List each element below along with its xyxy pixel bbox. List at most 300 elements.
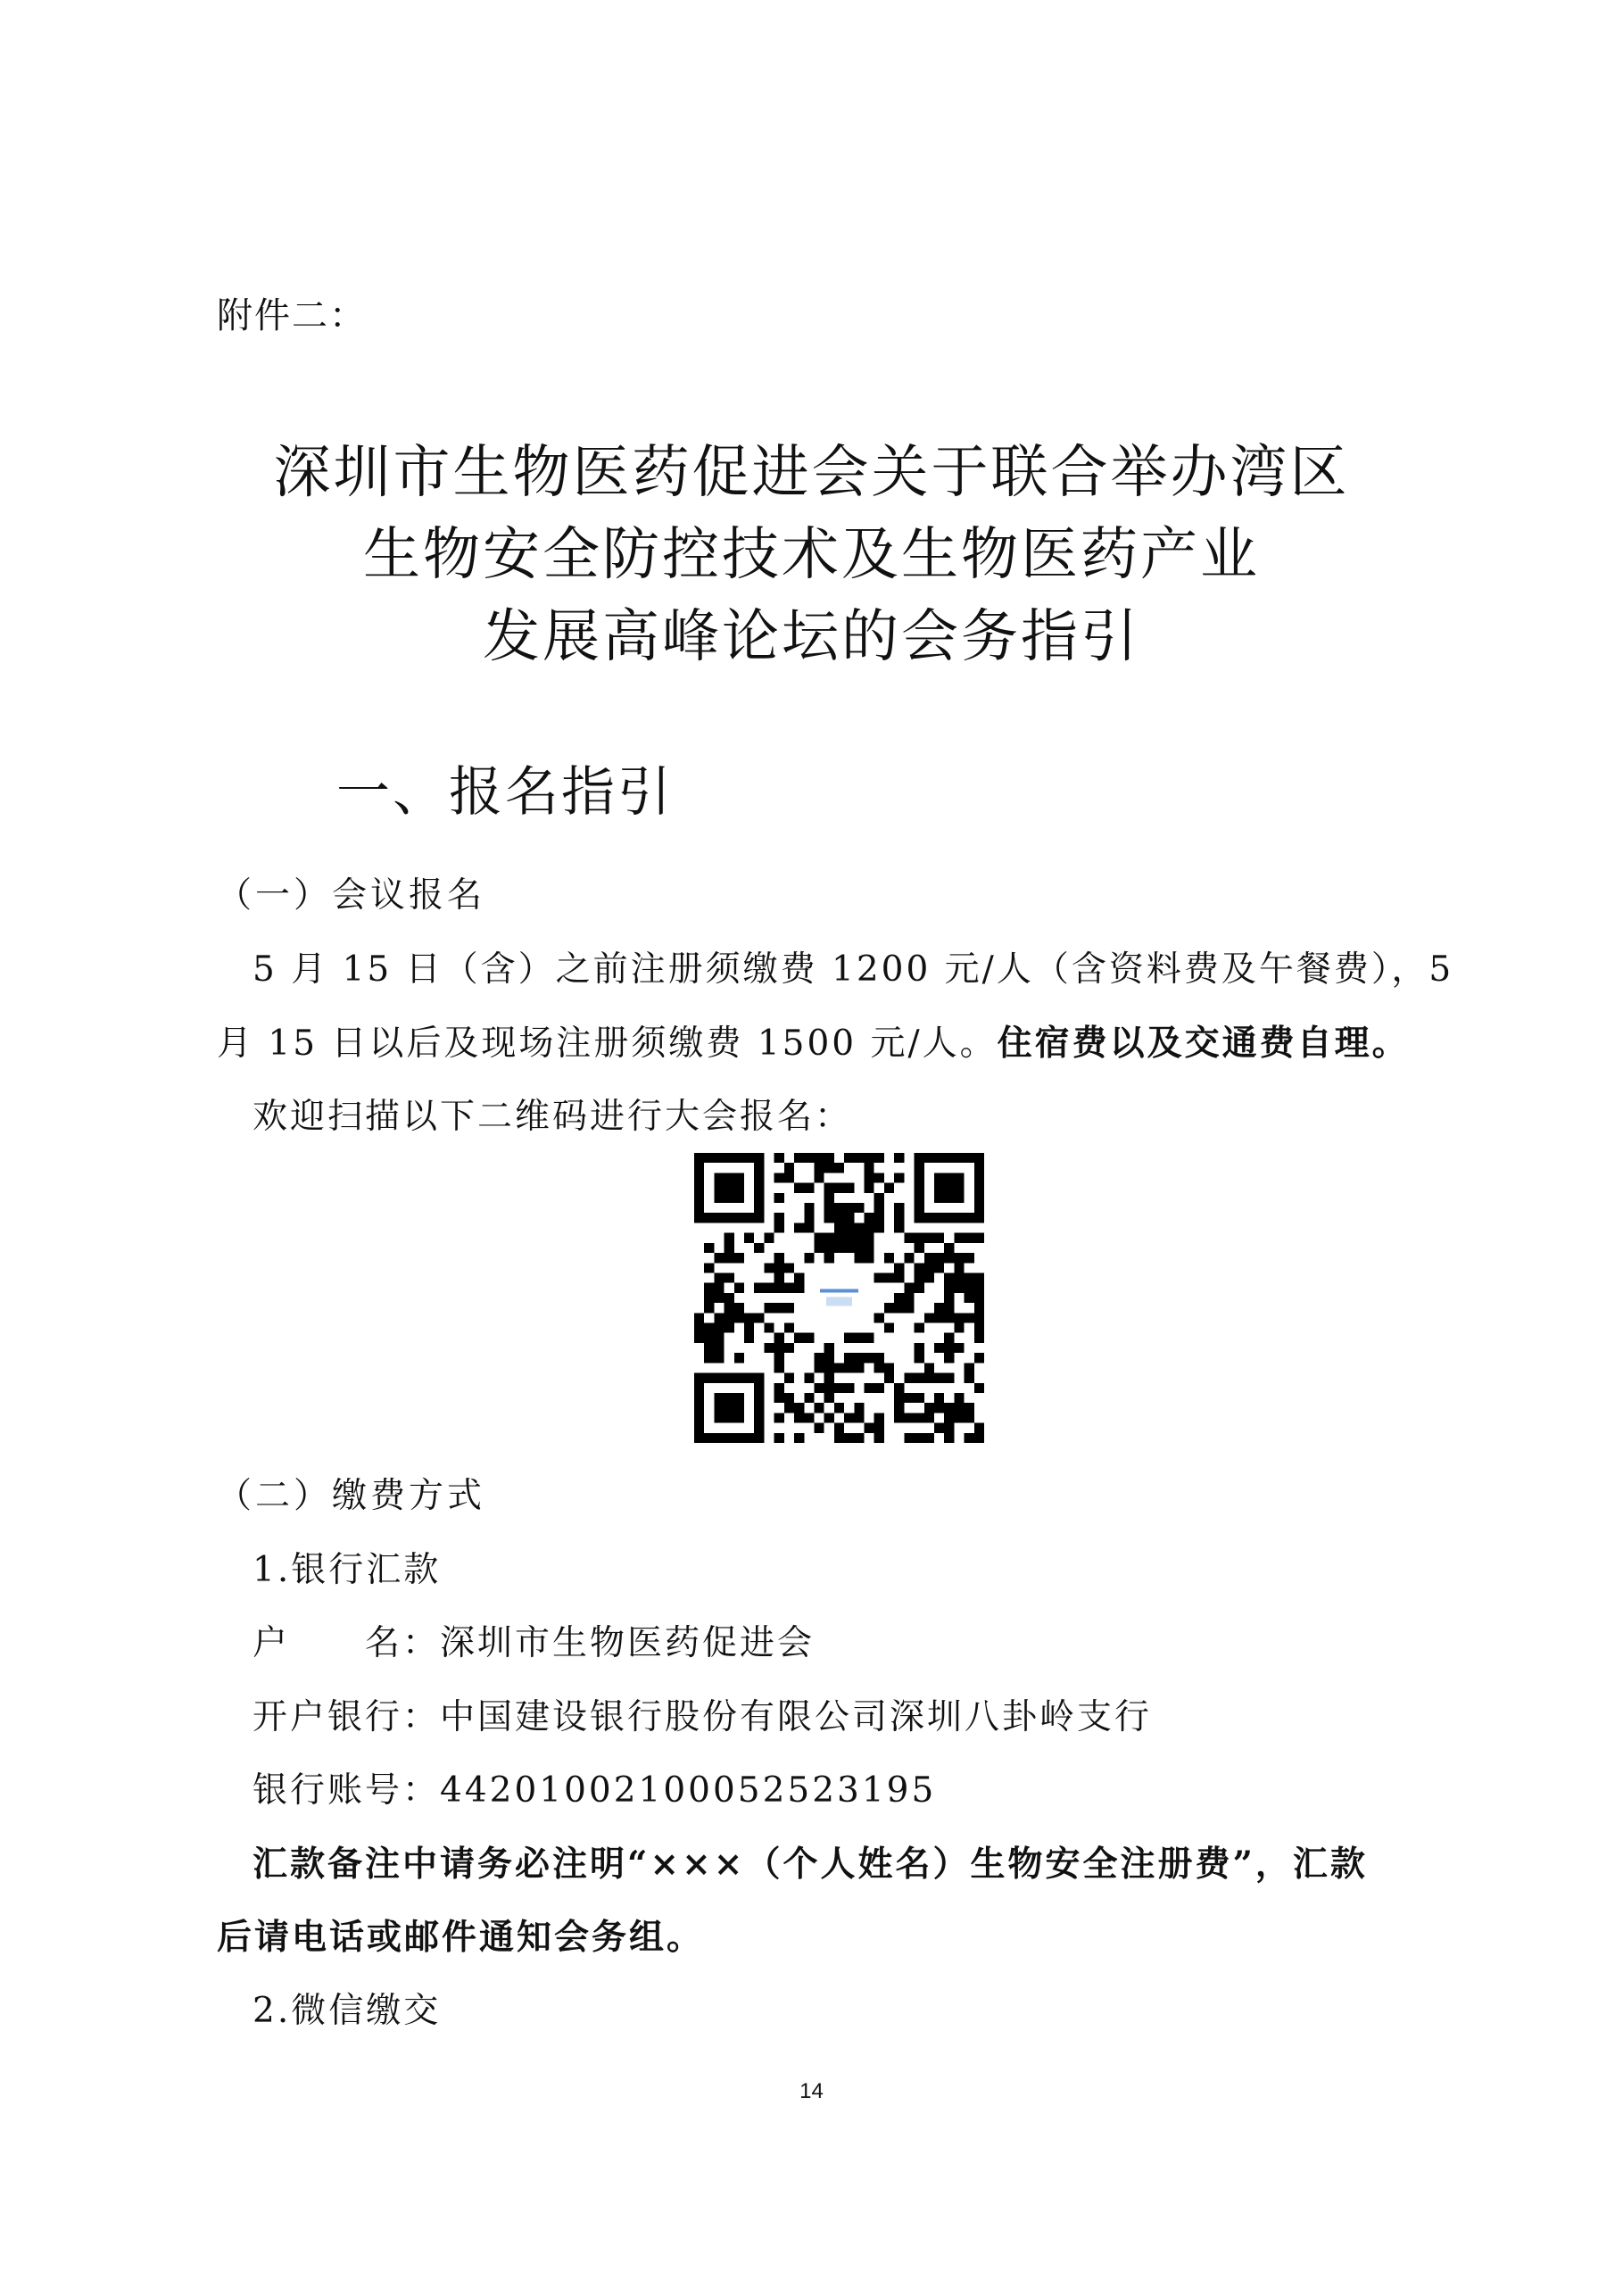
qr-module — [884, 1183, 894, 1193]
qr-module — [834, 1363, 844, 1372]
qr-module — [954, 1343, 964, 1353]
qr-module — [834, 1383, 844, 1393]
account-number-label: 银行账号： — [253, 1770, 441, 1811]
qr-module — [884, 1323, 894, 1333]
qr-module — [794, 1223, 804, 1232]
qr-module — [894, 1383, 904, 1393]
qr-module — [824, 1393, 834, 1403]
qr-module — [714, 1293, 724, 1303]
qr-module — [714, 1333, 724, 1343]
qr-module — [874, 1413, 884, 1422]
qr-module — [934, 1423, 944, 1433]
qr-center-logo-text — [826, 1297, 852, 1305]
qr-module — [915, 1323, 924, 1333]
qr-module — [784, 1373, 794, 1383]
qr-module — [814, 1243, 824, 1253]
payment-method-bank-transfer: 1.银行汇款 — [253, 1550, 442, 1590]
qr-module — [734, 1353, 744, 1363]
qr-module — [774, 1223, 784, 1232]
qr-module — [894, 1403, 904, 1413]
remittance-note-line-2: 后请电话或邮件通知会务组。 — [217, 1917, 705, 1958]
qr-module — [854, 1353, 864, 1363]
qr-module — [844, 1223, 854, 1232]
qr-module — [915, 1433, 924, 1443]
qr-module — [944, 1283, 954, 1293]
qr-module — [944, 1353, 954, 1363]
qr-module — [774, 1363, 784, 1372]
fee-paragraph-line-2 — [217, 1015, 1410, 1065]
qr-prompt: 欢迎扫描以下二维码进行大会报名： — [253, 1097, 853, 1137]
qr-module — [874, 1313, 884, 1322]
qr-module — [865, 1353, 874, 1363]
account-name-row — [253, 1615, 815, 1665]
payment-method-wechat: 2.微信缴交 — [253, 1991, 442, 2031]
qr-module — [804, 1183, 814, 1193]
qr-module — [714, 1343, 724, 1353]
qr-module — [865, 1333, 874, 1343]
qr-module — [734, 1283, 744, 1293]
qr-module — [974, 1303, 984, 1313]
qr-module — [824, 1193, 834, 1203]
qr-module — [704, 1293, 714, 1303]
qr-module — [844, 1203, 854, 1213]
qr-module — [965, 1433, 974, 1443]
qr-module — [865, 1423, 874, 1433]
qr-module — [944, 1293, 954, 1303]
qr-module — [884, 1272, 894, 1282]
qr-module — [814, 1403, 824, 1413]
qr-module — [824, 1213, 834, 1223]
qr-module — [915, 1353, 924, 1363]
qr-module — [854, 1243, 864, 1253]
qr-module — [754, 1313, 764, 1322]
qr-module — [694, 1313, 704, 1322]
qr-module — [834, 1233, 844, 1243]
qr-module — [804, 1393, 814, 1403]
qr-module — [974, 1272, 984, 1282]
qr-module — [744, 1323, 754, 1333]
qr-module — [774, 1383, 784, 1393]
qr-module — [874, 1433, 884, 1443]
qr-module — [814, 1173, 824, 1182]
qr-module — [844, 1153, 854, 1163]
qr-module — [784, 1303, 794, 1313]
qr-module — [854, 1223, 864, 1232]
qr-module — [934, 1343, 944, 1353]
qr-module — [915, 1413, 924, 1422]
qr-module — [804, 1333, 814, 1343]
qr-module — [965, 1363, 974, 1372]
qr-module — [924, 1413, 934, 1422]
qr-module — [834, 1163, 844, 1173]
qr-module — [784, 1173, 794, 1182]
qr-module — [974, 1423, 984, 1433]
qr-module — [814, 1363, 824, 1372]
document-title-line-1: 深圳市生物医药促进会关于联合举办湾区 — [273, 440, 1350, 506]
qr-module — [774, 1353, 784, 1363]
qr-module — [824, 1243, 834, 1253]
qr-module — [744, 1233, 754, 1243]
qr-module — [874, 1272, 884, 1282]
qr-module — [924, 1363, 934, 1372]
qr-module — [774, 1433, 784, 1443]
account-number-value: 44201002100052523195 — [440, 1770, 937, 1811]
qr-module — [904, 1373, 914, 1383]
qr-module — [915, 1272, 924, 1282]
qr-module — [874, 1383, 884, 1393]
qr-module — [865, 1183, 874, 1193]
qr-module — [934, 1303, 944, 1313]
qr-module — [874, 1363, 884, 1372]
qr-module — [844, 1333, 854, 1343]
qr-module — [814, 1153, 824, 1163]
qr-module — [894, 1203, 904, 1213]
qr-module — [784, 1403, 794, 1413]
qr-module — [874, 1353, 884, 1363]
qr-module — [814, 1423, 824, 1433]
qr-module — [704, 1303, 714, 1313]
qr-module — [865, 1253, 874, 1263]
qr-module — [954, 1283, 964, 1293]
qr-module — [804, 1223, 814, 1232]
qr-module — [965, 1293, 974, 1303]
qr-module — [794, 1403, 804, 1413]
qr-module — [924, 1313, 934, 1322]
qr-module — [834, 1243, 844, 1253]
qr-module — [884, 1373, 894, 1383]
qr-module — [954, 1323, 964, 1333]
qr-module — [915, 1243, 924, 1253]
qr-module — [794, 1272, 804, 1282]
qr-module — [714, 1323, 724, 1333]
qr-module — [844, 1213, 854, 1223]
qr-module — [944, 1373, 954, 1383]
document-title-line-2: 生物安全防控技术及生物医药产业 — [363, 522, 1260, 588]
qr-module — [744, 1313, 754, 1322]
qr-module — [744, 1333, 754, 1343]
qr-module — [944, 1303, 954, 1313]
qr-module — [894, 1263, 904, 1272]
qr-module — [944, 1272, 954, 1282]
qr-module — [794, 1183, 804, 1193]
qr-module — [904, 1413, 914, 1422]
qr-module — [794, 1333, 804, 1343]
qr-module — [954, 1313, 964, 1322]
qr-module — [824, 1153, 834, 1163]
qr-module — [725, 1313, 734, 1322]
qr-module — [704, 1323, 714, 1333]
qr-module — [814, 1163, 824, 1173]
qr-module — [924, 1272, 934, 1282]
qr-module — [824, 1343, 834, 1353]
qr-module — [804, 1213, 814, 1223]
qr-module — [874, 1223, 884, 1232]
qr-module — [974, 1313, 984, 1322]
qr-module — [725, 1233, 734, 1243]
qr-module — [965, 1373, 974, 1383]
qr-module — [834, 1213, 844, 1223]
bank-row — [253, 1689, 1152, 1739]
qr-module — [965, 1403, 974, 1413]
qr-module — [704, 1263, 714, 1272]
qr-module — [834, 1423, 844, 1433]
qr-module — [974, 1283, 984, 1293]
qr-module — [934, 1313, 944, 1322]
qr-module — [844, 1183, 854, 1193]
qr-module — [965, 1283, 974, 1293]
qr-module — [804, 1153, 814, 1163]
qr-module — [865, 1163, 874, 1173]
qr-module — [894, 1393, 904, 1403]
qr-module — [865, 1223, 874, 1232]
qr-module — [824, 1183, 834, 1193]
qr-module — [854, 1253, 864, 1263]
qr-module — [865, 1153, 874, 1163]
qr-module — [725, 1272, 734, 1282]
qr-module — [824, 1373, 834, 1383]
qr-module — [894, 1213, 904, 1223]
qr-module — [924, 1253, 934, 1263]
qr-module — [865, 1243, 874, 1253]
qr-module — [874, 1173, 884, 1182]
qr-module — [915, 1393, 924, 1403]
qr-module — [884, 1303, 894, 1313]
qr-module — [954, 1253, 964, 1263]
qr-module — [774, 1213, 784, 1223]
qr-module — [874, 1423, 884, 1433]
qr-module — [915, 1373, 924, 1383]
qr-module — [734, 1313, 744, 1322]
qr-module — [865, 1213, 874, 1223]
qr-module — [774, 1283, 784, 1293]
qr-module — [764, 1263, 774, 1272]
qr-module — [884, 1363, 894, 1372]
qr-module — [894, 1413, 904, 1422]
qr-module — [965, 1272, 974, 1282]
subsection-heading-meeting-registration: （一）会议报名 — [217, 875, 486, 916]
qr-module — [704, 1343, 714, 1353]
qr-module — [794, 1283, 804, 1293]
qr-finder-inner — [714, 1393, 744, 1423]
qr-module — [794, 1433, 804, 1443]
qr-module — [944, 1253, 954, 1263]
qr-module — [774, 1263, 784, 1272]
qr-module — [915, 1343, 924, 1353]
qr-module — [874, 1193, 884, 1203]
qr-module — [865, 1233, 874, 1243]
qr-module — [834, 1183, 844, 1193]
qr-module — [894, 1153, 904, 1163]
qr-module — [754, 1243, 764, 1253]
qr-module — [784, 1283, 794, 1293]
qr-module — [784, 1163, 794, 1173]
qr-module — [944, 1333, 954, 1343]
qr-module — [804, 1203, 814, 1213]
qr-module — [804, 1253, 814, 1263]
qr-module — [915, 1263, 924, 1272]
qr-module — [734, 1253, 744, 1263]
qr-module — [915, 1233, 924, 1243]
qr-module — [934, 1373, 944, 1383]
qr-module — [704, 1283, 714, 1293]
qr-module — [824, 1163, 834, 1173]
qr-module — [894, 1223, 904, 1232]
qr-module — [725, 1323, 734, 1333]
qr-module — [774, 1393, 784, 1403]
qr-module — [965, 1233, 974, 1243]
qr-module — [874, 1213, 884, 1223]
qr-module — [954, 1272, 964, 1282]
qr-module — [944, 1413, 954, 1422]
qr-module — [904, 1233, 914, 1243]
qr-module — [954, 1263, 964, 1272]
qr-module — [794, 1153, 804, 1163]
qr-module — [774, 1343, 784, 1353]
qr-module — [794, 1413, 804, 1422]
registration-qr-code[interactable] — [694, 1153, 984, 1443]
qr-module — [974, 1383, 984, 1393]
qr-module — [704, 1353, 714, 1363]
qr-module — [844, 1243, 854, 1253]
qr-module — [774, 1272, 784, 1282]
qr-module — [764, 1283, 774, 1293]
qr-module — [784, 1393, 794, 1403]
qr-module — [824, 1363, 834, 1372]
qr-module — [854, 1403, 864, 1413]
qr-module — [854, 1363, 864, 1372]
qr-module — [934, 1253, 944, 1263]
qr-module — [854, 1413, 864, 1422]
bank-value: 中国建设银行股份有限公司深圳八卦岭支行 — [440, 1697, 1153, 1737]
qr-module — [954, 1233, 964, 1243]
account-name-label: 户 名： — [253, 1623, 441, 1663]
qr-module — [884, 1253, 894, 1263]
qr-module — [974, 1433, 984, 1443]
qr-module — [814, 1233, 824, 1243]
qr-module — [854, 1203, 864, 1213]
account-name-value: 深圳市生物医药促进会 — [440, 1623, 816, 1663]
qr-module — [944, 1243, 954, 1253]
qr-module — [904, 1293, 914, 1303]
qr-module — [954, 1403, 964, 1413]
qr-module — [874, 1203, 884, 1213]
qr-module — [904, 1433, 914, 1443]
qr-module — [834, 1403, 844, 1413]
qr-module — [944, 1313, 954, 1322]
qr-module — [725, 1293, 734, 1303]
qr-module — [934, 1263, 944, 1272]
qr-module — [904, 1283, 914, 1293]
fee-paragraph-normal: 月 15 日以后及现场注册须缴费 1500 元/人。 — [217, 1024, 998, 1064]
qr-module — [874, 1153, 884, 1163]
qr-module — [824, 1413, 834, 1422]
qr-module — [764, 1323, 774, 1333]
qr-module — [824, 1233, 834, 1243]
qr-finder-inner — [714, 1173, 744, 1203]
qr-module — [834, 1203, 844, 1213]
qr-module — [894, 1173, 904, 1182]
subsection-heading-payment-method: （二）缴费方式 — [217, 1476, 486, 1516]
qr-module — [764, 1343, 774, 1353]
fee-paragraph-line-1: 5 月 15 日（含）之前注册须缴费 1200 元/人（含资料费及午餐费），5 — [253, 949, 1454, 990]
qr-module — [974, 1323, 984, 1333]
qr-module — [844, 1383, 854, 1393]
qr-module — [714, 1272, 724, 1282]
qr-module — [784, 1263, 794, 1272]
qr-module — [844, 1233, 854, 1243]
qr-module — [924, 1403, 934, 1413]
qr-module — [694, 1333, 704, 1343]
qr-module — [915, 1283, 924, 1293]
qr-module — [854, 1233, 864, 1243]
qr-module — [784, 1343, 794, 1353]
qr-module — [824, 1353, 834, 1363]
qr-module — [774, 1333, 784, 1343]
qr-module — [844, 1413, 854, 1422]
qr-module — [904, 1393, 914, 1403]
qr-module — [974, 1353, 984, 1363]
qr-module — [774, 1413, 784, 1422]
qr-module — [774, 1153, 784, 1163]
qr-module — [714, 1313, 724, 1322]
qr-module — [924, 1233, 934, 1243]
qr-module — [704, 1333, 714, 1343]
qr-module — [764, 1233, 774, 1243]
qr-module — [954, 1393, 964, 1403]
qr-module — [934, 1393, 944, 1403]
qr-module — [774, 1303, 784, 1313]
qr-module — [814, 1383, 824, 1393]
qr-module — [934, 1233, 944, 1243]
qr-module — [824, 1383, 834, 1393]
qr-module — [824, 1253, 834, 1263]
qr-module — [904, 1303, 914, 1313]
qr-module — [965, 1313, 974, 1322]
qr-module — [844, 1353, 854, 1363]
bank-label: 开户银行： — [253, 1697, 441, 1737]
qr-module — [714, 1283, 724, 1293]
qr-module — [944, 1423, 954, 1433]
section-heading-registration: 一、报名指引 — [336, 761, 674, 824]
qr-module — [865, 1383, 874, 1393]
qr-module — [944, 1403, 954, 1413]
qr-module — [844, 1363, 854, 1372]
qr-module — [824, 1203, 834, 1213]
qr-module — [974, 1333, 984, 1343]
qr-module — [924, 1263, 934, 1272]
qr-module — [944, 1343, 954, 1353]
qr-module — [804, 1373, 814, 1383]
qr-finder-inner — [934, 1173, 965, 1203]
qr-module — [774, 1173, 784, 1182]
qr-module — [894, 1293, 904, 1303]
qr-module — [934, 1403, 944, 1413]
qr-module — [774, 1253, 784, 1263]
qr-module — [974, 1233, 984, 1243]
qr-module — [804, 1413, 814, 1422]
qr-module — [854, 1433, 864, 1443]
qr-module — [774, 1193, 784, 1203]
qr-module — [714, 1353, 724, 1363]
qr-module — [974, 1293, 984, 1303]
qr-module — [814, 1353, 824, 1363]
qr-module — [784, 1323, 794, 1333]
attachment-label: 附件二： — [217, 295, 367, 336]
qr-module — [904, 1253, 914, 1263]
fee-paragraph-bold: 住宿费以及交通费自理。 — [997, 1023, 1410, 1064]
qr-module — [965, 1253, 974, 1263]
qr-module — [725, 1303, 734, 1313]
